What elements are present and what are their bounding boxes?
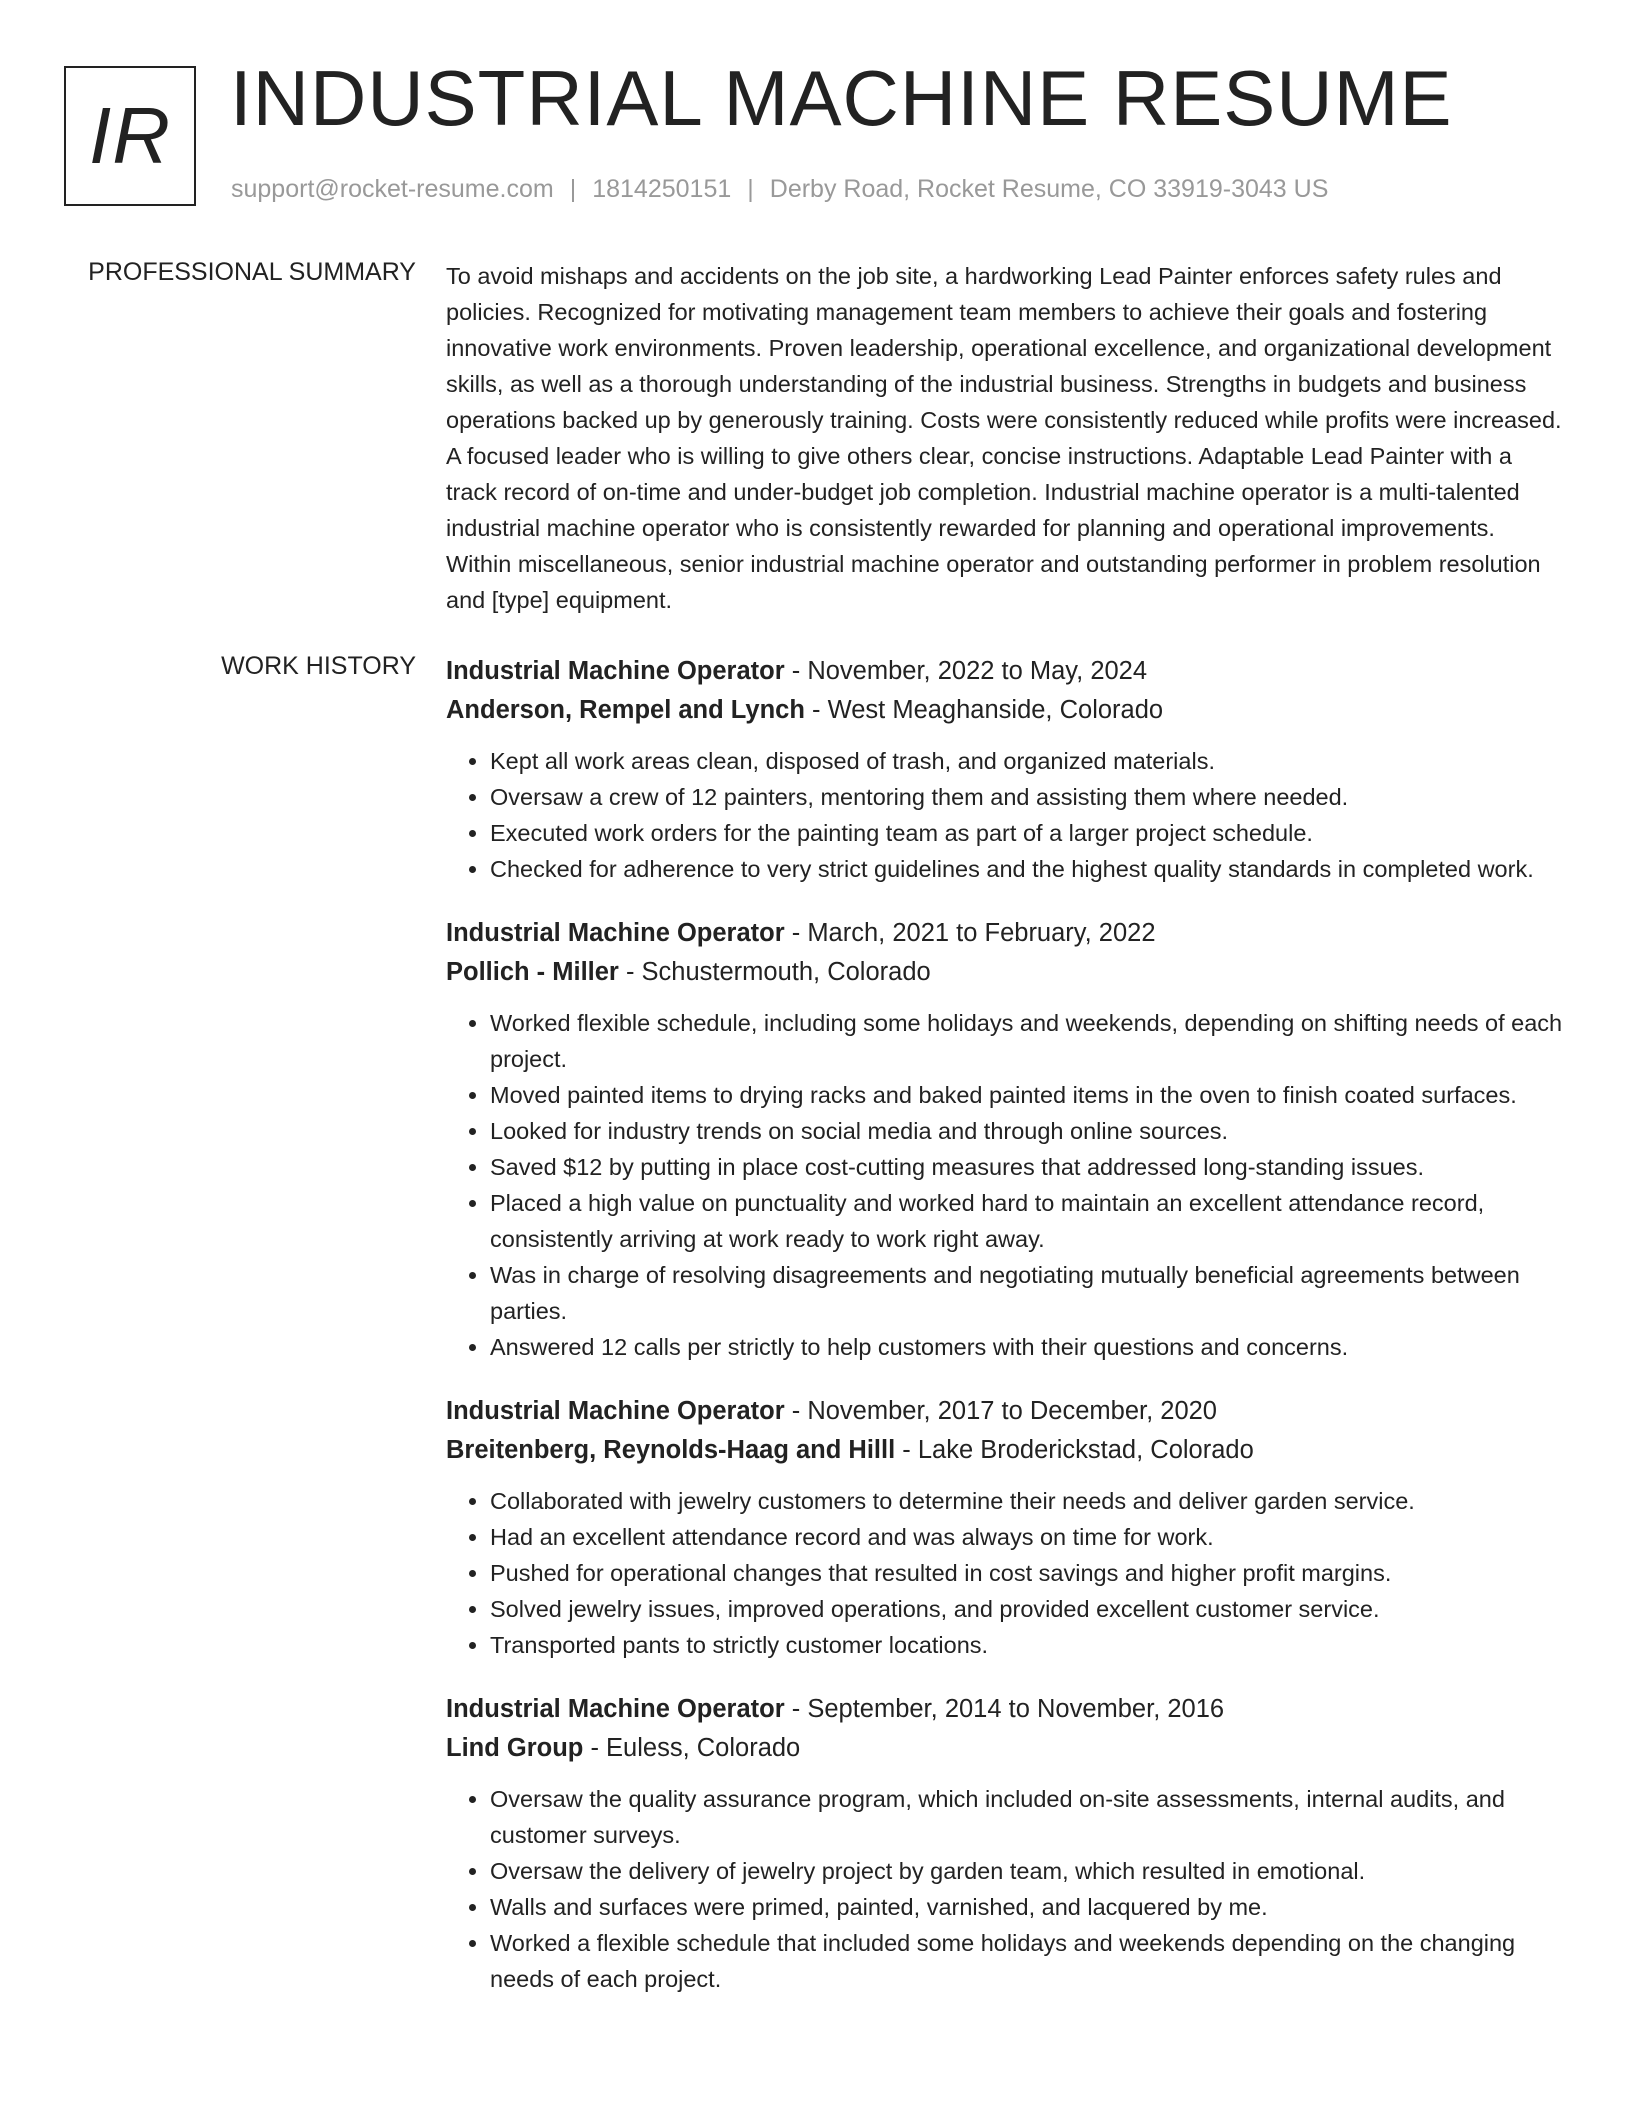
job-bullets <box>446 743 1566 887</box>
resume-title: INDUSTRIAL MACHINE RESUME <box>230 54 1453 142</box>
job-title-line <box>446 1392 1566 1431</box>
job-company-line <box>446 1729 1566 1768</box>
job-company: Pollich - Miller <box>446 958 619 986</box>
monogram-logo: IR <box>64 66 196 206</box>
job-bullet: • Saved $12 by putting in place cost-cutting measures that addressed long-standing issues. <box>490 1149 1566 1185</box>
job-dates: - November, 2022 to May, 2024 <box>784 657 1148 685</box>
job-bullet: • Placed a high value on punctuality and worked hard to maintain an excellent attendance record, consistently arriving at work ready to work right away. <box>490 1185 1566 1257</box>
contact-line <box>231 174 1328 204</box>
job-bullet: • Was in charge of resolving disagreements and negotiating mutually beneficial agreements between parties. <box>490 1257 1566 1329</box>
job-bullet: • Solved jewelry issues, improved operations, and provided excellent customer service. <box>490 1591 1566 1627</box>
work-history-entry <box>446 652 1566 887</box>
job-bullet: • Kept all work areas clean, disposed of trash, and organized materials. <box>490 743 1566 779</box>
job-location: - Euless, Colorado <box>583 1734 801 1762</box>
contact-phone: 1814250151 <box>592 175 732 203</box>
work-history-entry <box>446 1392 1566 1663</box>
job-dates: - November, 2017 to December, 2020 <box>784 1397 1217 1425</box>
job-bullet: • Executed work orders for the painting team as part of a larger project schedule. <box>490 815 1566 851</box>
job-bullet: • Answered 12 calls per strictly to help customers with their questions and concerns. <box>490 1329 1566 1365</box>
work-history-entry <box>446 914 1566 1365</box>
job-bullet: • Walls and surfaces were primed, painted, varnished, and lacquered by me. <box>490 1889 1566 1925</box>
job-bullet: • Worked flexible schedule, including some holidays and weekends, depending on shifting needs of each project. <box>490 1005 1566 1077</box>
job-bullet: • Worked a flexible schedule that included some holidays and weekends depending on the changing needs of each project. <box>490 1925 1566 1997</box>
job-title-line <box>446 652 1566 691</box>
professional-summary-text: To avoid mishaps and accidents on the job site, a hardworking Lead Painter enforces safety rules and policies. Recognized for motivating management team members to achieve their goals and fostering innovative work environments. Proven leadership, operational excellence, and organizational development skills, as well as a thorough understanding of the industrial business. Strengths in budgets and business operations backed up by generously training. Costs were consistently reduced while profits were increased. A focused leader who is willing to give others clear, concise instructions. Adaptable Lead Painter with a track record of on-time and under-budget job completion. Industrial machine operator is a multi-talented industrial machine operator who is consistently rewarded for planning and operational improvements. Within miscellaneous, senior industrial machine operator and outstanding performer in problem resolution and [type] equipment. <box>446 263 1562 613</box>
job-title-line <box>446 1690 1566 1729</box>
contact-separator: | <box>569 175 577 203</box>
job-title-line <box>446 914 1566 953</box>
contact-address: Derby Road, Rocket Resume, CO 33919-3043 US <box>769 175 1329 203</box>
job-company: Anderson, Rempel and Lynch <box>446 696 805 724</box>
job-bullet: • Looked for industry trends on social media and through online sources. <box>490 1113 1566 1149</box>
job-company-line <box>446 1431 1566 1470</box>
job-company: Lind Group <box>446 1734 584 1762</box>
job-dates: - March, 2021 to February, 2022 <box>784 919 1156 947</box>
job-location: - Lake Broderickstad, Colorado <box>895 1436 1254 1464</box>
job-bullet: • Moved painted items to drying racks and baked painted items in the oven to finish coated surfaces. <box>490 1077 1566 1113</box>
job-location: - West Meaghanside, Colorado <box>804 696 1164 724</box>
job-title: Industrial Machine Operator <box>446 657 785 685</box>
job-bullet: • Pushed for operational changes that resulted in cost savings and higher profit margins. <box>490 1555 1566 1591</box>
job-bullet: • Transported pants to strictly customer locations. <box>490 1627 1566 1663</box>
job-bullets <box>446 1781 1566 1997</box>
job-location: - Schustermouth, Colorado <box>618 958 931 986</box>
job-bullet: • Checked for adherence to very strict guidelines and the highest quality standards in completed work. <box>490 851 1566 887</box>
job-bullets <box>446 1483 1566 1663</box>
job-title: Industrial Machine Operator <box>446 919 785 947</box>
section-label-professional-summary: PROFESSIONAL SUMMARY <box>88 258 416 286</box>
job-dates: - September, 2014 to November, 2016 <box>784 1695 1225 1723</box>
work-history-entry <box>446 1690 1566 1997</box>
job-bullet: • Oversaw a crew of 12 painters, mentoring them and assisting them where needed. <box>490 779 1566 815</box>
job-bullet: • Collaborated with jewelry customers to determine their needs and deliver garden service. <box>490 1483 1566 1519</box>
job-title: Industrial Machine Operator <box>446 1695 785 1723</box>
job-company-line <box>446 953 1566 992</box>
section-label-work-history: WORK HISTORY <box>221 652 416 680</box>
contact-separator: | <box>747 175 754 203</box>
job-bullet: • Oversaw the delivery of jewelry project by garden team, which resulted in emotional. <box>490 1853 1566 1889</box>
job-bullets <box>446 1005 1566 1365</box>
job-bullet: • Oversaw the quality assurance program, which included on-site assessments, internal audits, and customer surveys. <box>490 1781 1566 1853</box>
job-title: Industrial Machine Operator <box>446 1397 785 1425</box>
work-history-list <box>446 652 1566 2024</box>
job-bullet: • Had an excellent attendance record and was always on time for work. <box>490 1519 1566 1555</box>
contact-email: support@rocket-resume.com <box>231 175 554 203</box>
job-company: Breitenberg, Reynolds-Haag and Hilll <box>446 1436 896 1464</box>
job-company-line <box>446 691 1566 730</box>
